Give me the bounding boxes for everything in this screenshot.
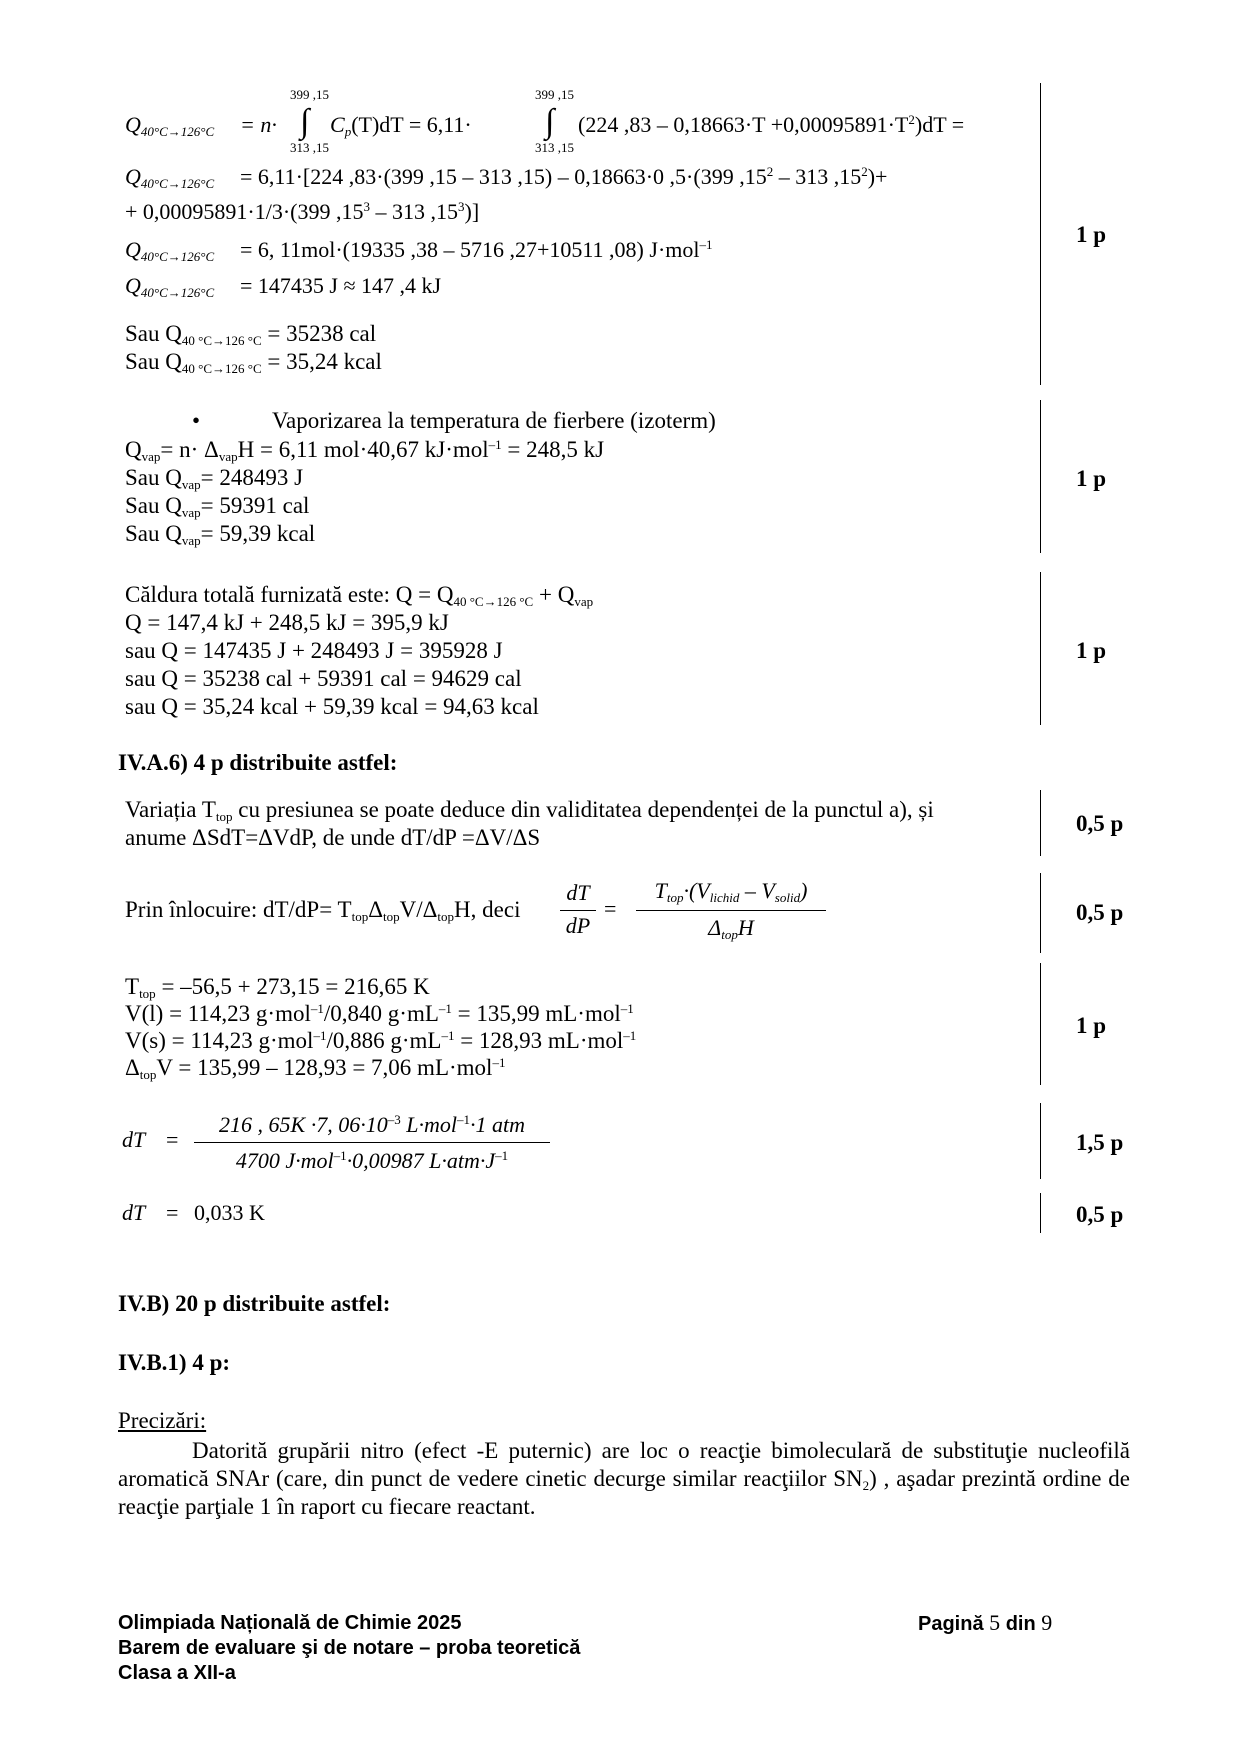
points-label: 1 p [1076, 638, 1107, 663]
vaporizare-heading: Vaporizarea la temperatura de fierbere (izoterm) [272, 408, 716, 433]
points-label: 0,5 p [1076, 1202, 1124, 1227]
eq-line-3: + 0,00095891·1/3·(399 $,15^3 - 313$ $,15^3$)] [125, 199, 480, 224]
sau-line-1: Sau $Q_{40 ^\circ C\to 126 ^\circ C} = 35238$ cal [125, 321, 377, 348]
points-label: 0,5 p [1076, 811, 1124, 836]
points-label: 1,5 p [1076, 1130, 1124, 1155]
section-heading-ivb1: IV.B.1) 4 p: [118, 1350, 231, 1375]
sau-line-2: Sau $Q_{40 ^\circ C\to 126 ^\circ C} = 35,24$ kcal [125, 349, 382, 376]
points-label: 1 p [1076, 466, 1107, 491]
bullet: • [192, 408, 201, 433]
eq-line-1: $Q_{40^\circ C\to 126^\circ C}$ [125, 112, 215, 139]
points-label: 0,5 p [1076, 900, 1124, 925]
page-number: Pagină 5 din 9 [918, 1610, 1053, 1635]
integral-sign-2: ∫ [545, 103, 555, 140]
footer-subtitle: Barem de evaluare şi de notare – proba teoretică [118, 1637, 581, 1659]
eq-line-5: = 147435 J ≈ 147 ,4 kJ [240, 273, 442, 298]
precizari-paragraph: Datorită grupării nitro (efect -E puternic) are loc o reacţie bimoleculară de substituţie nucleofilă aromatică SNAr (care, din punct de vedere cinetic decurge similar reacţiilor $SN_2$) , aşadar prezintă ordine de reacţie parţiale 1 în raport cu fiecare reactant. [118, 1438, 1130, 1519]
eq-line-4: = 6, 11mol·(19335 ,38 – 5716 ,27+10511 ,08) J·mol$^{-1}$ [240, 237, 713, 262]
points-divider [1040, 83, 1041, 385]
integral-sign-1: ∫ [300, 103, 310, 140]
footer-class: Clasa a XII-a [118, 1662, 236, 1684]
footer-title: Olimpiada Națională de Chimie 2025 [118, 1612, 462, 1634]
points-divider [1040, 572, 1041, 725]
points-divider [1040, 873, 1041, 953]
points-divider [1040, 963, 1041, 1085]
points-divider [1040, 790, 1041, 856]
points-divider [1040, 1193, 1041, 1233]
section-heading-iva6: IV.A.6) 4 p distribuite astfel: [118, 750, 398, 775]
points-divider [1040, 400, 1041, 553]
points-label: 1 p [1076, 1013, 1107, 1038]
points-divider [1040, 1103, 1041, 1179]
eq-line-2: = 6,11·[224 ,83·(399 ,15 – 313 ,15) – 0,18663·0 ,5·(399 $,15^2 - 313$ $,15^2)+$ [240, 164, 888, 189]
section-heading-ivb: IV.B) 20 p distribuite astfel: [118, 1291, 391, 1316]
points-label: 1 p [1076, 222, 1107, 247]
precizari-title: Precizări: [118, 1408, 207, 1433]
